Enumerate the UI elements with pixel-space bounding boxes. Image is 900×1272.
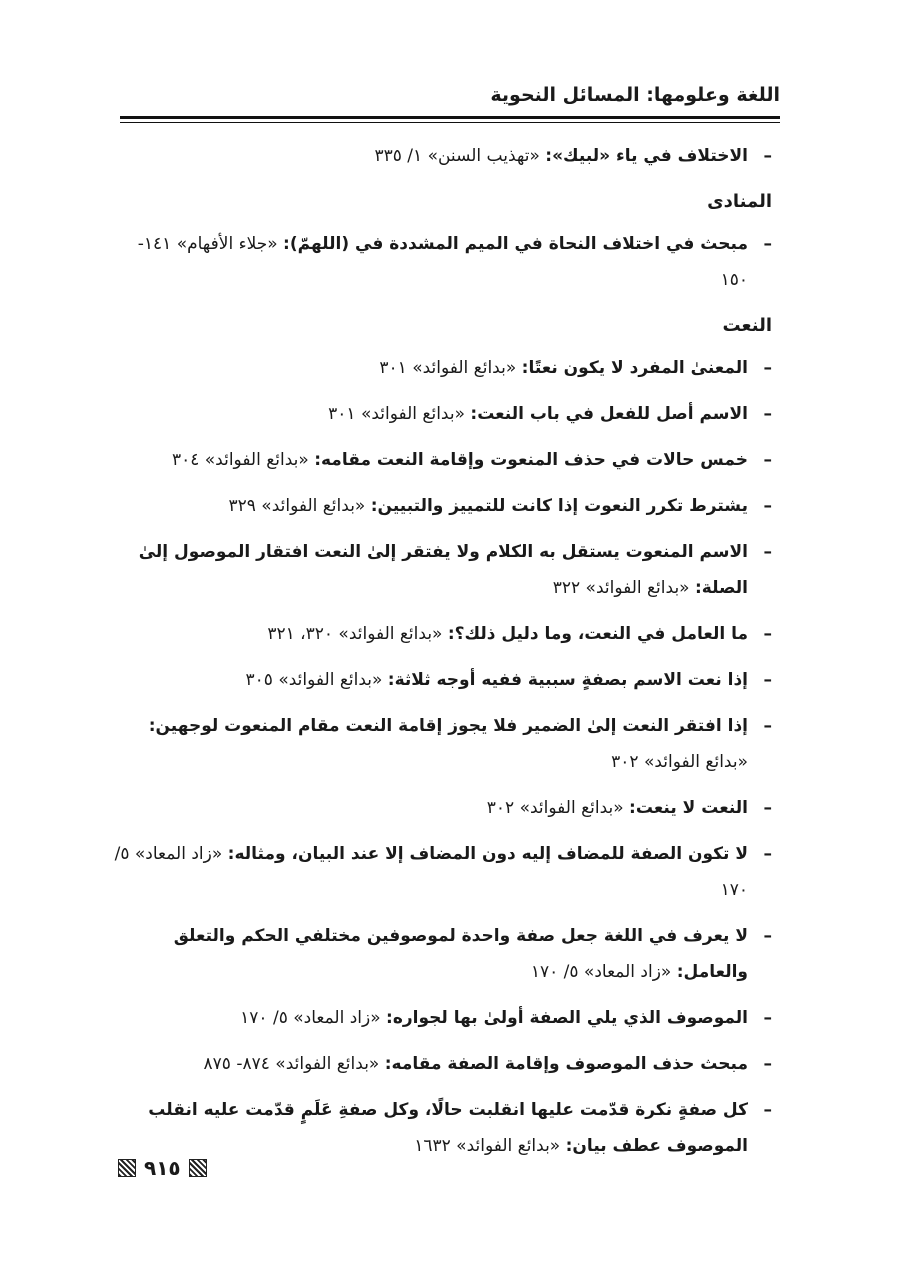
- index-entry: [110, 662, 772, 698]
- index-entry: [110, 790, 772, 826]
- index-entry: [110, 138, 772, 174]
- entry-topic: إذا افتقر النعت إلىٰ الضمير فلا يجوز إقامة النعت مقام المنعوت لوجهين:: [148, 716, 748, 736]
- entry-reference: «بدائع الفوائد» ٣٢٩: [228, 496, 371, 516]
- section-heading: النعت: [722, 315, 772, 336]
- entry-dash: –: [763, 716, 772, 736]
- entry-dash: –: [763, 146, 772, 166]
- entry-reference: «زاد المعاد» ٥/ ١٧٠: [240, 1008, 387, 1028]
- entry-topic: كل صفةٍ نكرة قدّمت عليها انقلبت حالًا، وكل صفةِ عَلَمٍ قدّمت عليه انقلب الموصوف عطف بيان:: [148, 1100, 748, 1156]
- entry-reference: «بدائع الفوائد» ١٦٣٢: [414, 1136, 566, 1156]
- entry-reference: «بدائع الفوائد» ٣٢٠، ٣٢١: [267, 624, 448, 644]
- running-header: اللغة وعلومها: المسائل النحوية: [490, 84, 780, 106]
- entry-topic: ما العامل في النعت، وما دليل ذلك؟:: [447, 624, 748, 644]
- index-entry: [110, 534, 772, 606]
- index-entry: [110, 488, 772, 524]
- entry-topic: النعت لا ينعت:: [629, 798, 748, 818]
- page-number: ٩١٥: [144, 1156, 181, 1180]
- entry-topic: خمس حالات في حذف المنعوت وإقامة النعت مقامه:: [314, 450, 748, 470]
- page-footer: [118, 1156, 207, 1180]
- index-entry: [110, 396, 772, 432]
- entry-topic: لا يعرف في اللغة جعل صفة واحدة لموصوفين مختلفي الحكم والتعلق والعامل:: [173, 926, 748, 982]
- section-heading: المنادى: [707, 191, 772, 212]
- entry-topic: الاسم المنعوت يستقل به الكلام ولا يفتقر إلىٰ النعت افتقار الموصول إلىٰ الصلة:: [138, 542, 748, 598]
- header-rule-thin: [120, 122, 780, 123]
- entry-dash: –: [763, 670, 772, 690]
- entry-dash: –: [763, 798, 772, 818]
- entry-reference: «زاد المعاد» ٥/ ١٧٠: [530, 962, 677, 982]
- entry-topic: المعنىٰ المفرد لا يكون نعتًا:: [521, 358, 748, 378]
- index-entry: [110, 616, 772, 652]
- index-entry: [110, 442, 772, 478]
- entry-dash: –: [763, 1008, 772, 1028]
- entry-reference: «بدائع الفوائد» ٣٠٥: [245, 670, 388, 690]
- index-entry: [110, 918, 772, 990]
- entry-topic: الاسم أصل للفعل في باب النعت:: [470, 404, 748, 424]
- index-entry: [110, 226, 772, 298]
- index-entry: [110, 1046, 772, 1082]
- entry-dash: –: [763, 1100, 772, 1120]
- entry-reference: «بدائع الفوائد» ٣٠١: [379, 358, 522, 378]
- entry-reference: «جلاء الأفهام» ١٤١- ١٥٠: [137, 234, 748, 290]
- entry-dash: –: [763, 496, 772, 516]
- entry-topic: مبحث حذف الموصوف وإقامة الصفة مقامه:: [384, 1054, 748, 1074]
- entry-reference: «بدائع الفوائد» ٣٠٢: [611, 752, 748, 772]
- index-entry: [110, 836, 772, 908]
- entry-dash: –: [763, 404, 772, 424]
- entry-reference: «بدائع الفوائد» ٣٠٤: [171, 450, 315, 470]
- index-entry: [110, 1000, 772, 1036]
- entry-topic: إذا نعت الاسم بصفةٍ سببية ففيه أوجه ثلاثة:: [387, 670, 748, 690]
- ornament-icon: [189, 1159, 207, 1177]
- entry-topic: مبحث في اختلاف النحاة في الميم المشددة في (اللهمّ):: [283, 234, 748, 254]
- entry-dash: –: [763, 926, 772, 946]
- index-entry: [110, 708, 772, 780]
- ornament-icon: [118, 1159, 136, 1177]
- index-entry: [110, 1092, 772, 1164]
- index-entries: [110, 138, 772, 1174]
- entry-topic: الموصوف الذي يلي الصفة أولىٰ بها لجواره:: [386, 1008, 748, 1028]
- entry-dash: –: [763, 1054, 772, 1074]
- index-entry: [110, 350, 772, 386]
- entry-topic: لا تكون الصفة للمضاف إليه دون المضاف إلا عند البيان، ومثاله:: [227, 844, 748, 864]
- entry-dash: –: [763, 358, 772, 378]
- entry-dash: –: [763, 450, 772, 470]
- entry-reference: «زاد المعاد» ٥/ ١٧٠: [114, 844, 748, 900]
- entry-topic: الاختلاف في ياء «لبيك»:: [545, 146, 748, 166]
- entry-dash: –: [763, 624, 772, 644]
- entry-topic: يشترط تكرر النعوت إذا كانت للتمييز والتبيين:: [370, 496, 748, 516]
- entry-reference: «بدائع الفوائد» ٣٢٢: [552, 578, 695, 598]
- entry-dash: –: [763, 234, 772, 254]
- header-rule-thick: [120, 116, 780, 119]
- entry-dash: –: [763, 542, 772, 562]
- entry-reference: «بدائع الفوائد» ٣٠١: [328, 404, 471, 424]
- entry-dash: –: [763, 844, 772, 864]
- entry-reference: «بدائع الفوائد» ٨٧٤- ٨٧٥: [203, 1054, 385, 1074]
- entry-reference: «بدائع الفوائد» ٣٠٢: [486, 798, 630, 818]
- entry-reference: «تهذيب السنن» ١/ ٣٣٥: [374, 146, 546, 166]
